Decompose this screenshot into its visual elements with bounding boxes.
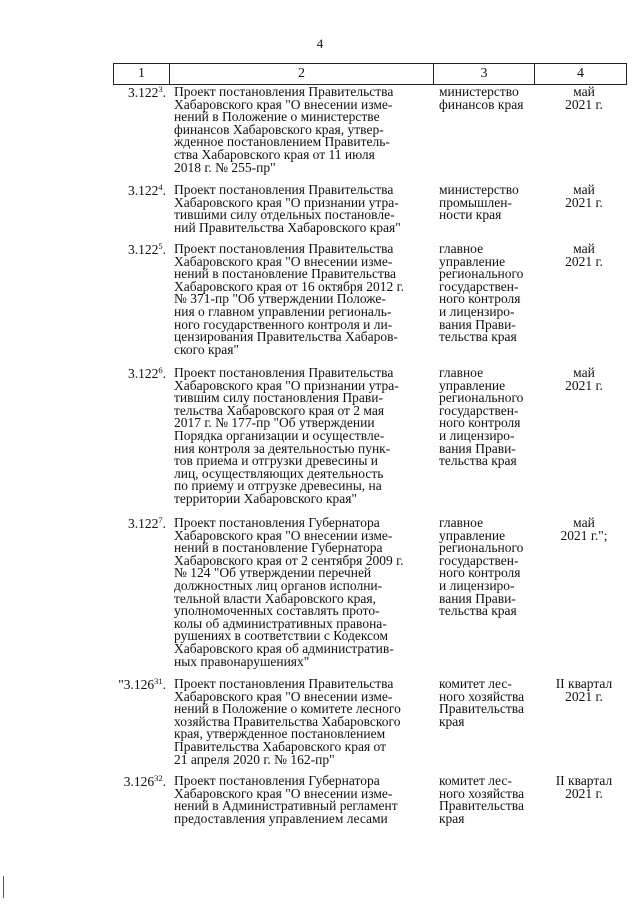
- row-title: Проект постановления Правительства Хабаровского края "О внесении изме- нений в Положение о комитете лесного хозяйства Правительства Хабаровского края, утвержденное постановлением Правительства Хабаровского края от 21 апреля 2020 г. № 162-пр": [174, 676, 401, 767]
- row-executor: комитет лес- ного хозяйства Правительства края: [439, 773, 525, 826]
- row-number: 3.122$^5$.: [128, 241, 166, 257]
- row-title: Проект постановления Губернатора Хабаровского края "О внесении изме- нений в постановление Губернатора Хабаровского края от 2 сентября 2009 г. № 124 "Об утверждении перечней должностных лиц органов исполни- тельной власти Хабаровского края, уполномоченных составлять прото- колы об административных правона- рушениях в соответствии с Кодексом Хабаровского края об административ- ных правонарушениях": [174, 515, 404, 669]
- row-term: май 2021 г.: [565, 84, 603, 112]
- row-term: май 2021 г.: [565, 182, 603, 210]
- column-header-4: 4: [535, 64, 627, 85]
- row-title: Проект постановления Правительства Хабаровского края "О внесении изме- нений в постановление Правительства Хабаровского края от 16 октября 2012 г. № 371-пр "Об утверждении Положе- ния о главном управлении региональ- ного государственного контроля и ли- цензирования Правительства Хабаров- ского края": [174, 241, 404, 357]
- row-executor: главное управление регионального государствен- ного контроля и лицензиро- вания Прави- тельства края: [439, 365, 524, 469]
- row-number: 3.122$^7$.: [128, 515, 166, 531]
- row-title: Проект постановления Правительства Хабаровского края "О признании утра- тившими силу отдельных постановле- ний Правительства Хабаровского края": [174, 182, 401, 235]
- row-number: 3.122$^4$.: [128, 182, 166, 198]
- row-executor: главное управление регионального государствен- ного контроля и лицензиро- вания Прави- тельства края: [439, 241, 524, 345]
- row-term: май 2021 г.: [565, 365, 603, 393]
- row-title: Проект постановления Губернатора Хабаровского края "О внесении изме- нений в Административный регламент предоставления управлением лесами: [174, 773, 398, 826]
- column-header-3: 3: [434, 64, 535, 85]
- row-title: Проект постановления Правительства Хабаровского края "О внесении изме- нений в Положение о министерстве финансов Хабаровского края, утвер- жденное постановлением Правитель- ства Хабаровского края от 11 июля 2018 г. № 255-пр": [174, 84, 394, 175]
- row-term: II квартал 2021 г.: [555, 773, 613, 801]
- column-header-1: 1: [114, 64, 170, 85]
- row-title: Проект постановления Правительства Хабаровского края "О признании утра- тившим силу постановления Прави- тельства Хабаровского края от 2 мая 2017 г. № 177-пр "Об утверждении Порядка организации и осуществле- ния контроля за деятельностью пунк- тов приема и отгрузки древесины и лиц, осуществляющих деятельность по приему и отгрузке древесины, на территории Хабаровского края": [174, 365, 399, 506]
- row-term: май 2021 г.: [565, 241, 603, 269]
- column-header-row: [113, 63, 627, 85]
- column-header-2: 2: [170, 64, 434, 85]
- row-executor: министерство промышлен- ности края: [439, 182, 519, 223]
- row-executor: главное управление регионального государствен- ного контроля и лицензиро- вания Прави- тельства края: [439, 515, 524, 619]
- row-number: 3.122$^3$.: [128, 84, 166, 100]
- row-term: II квартал 2021 г.: [555, 676, 613, 704]
- row-number: 3.126$^{32}$.: [123, 773, 166, 789]
- page-number: 4: [316, 36, 324, 51]
- row-number: "3.126$^{31}$.: [118, 676, 166, 692]
- scan-edge-mark: [3, 876, 4, 898]
- row-term: май 2021 г.";: [560, 515, 608, 543]
- row-executor: комитет лес- ного хозяйства Правительства края: [439, 676, 525, 729]
- row-executor: министерство финансов края: [439, 84, 524, 112]
- row-number: 3.122$^6$.: [128, 365, 166, 381]
